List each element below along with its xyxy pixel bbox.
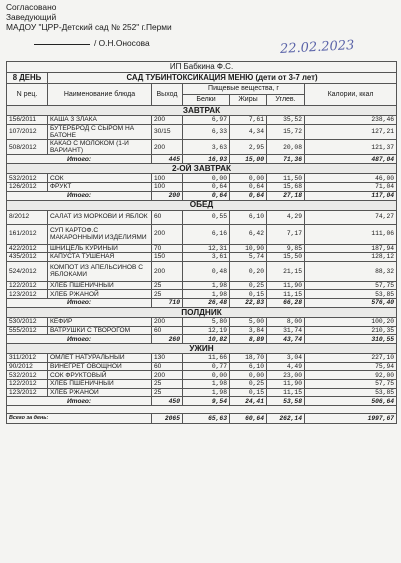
calorie-value: 187,94: [305, 244, 397, 253]
recipe-number: 90/2012: [7, 362, 48, 371]
section-row: [7, 164, 397, 174]
fat-value: 0,00: [230, 371, 267, 380]
table-row: [7, 290, 397, 299]
dish-name: КАКАО С МОЛОКОМ (1-Й ВАРИАНТ): [48, 140, 152, 155]
dish-name: СОК ФРУКТОВЫЙ: [48, 371, 152, 380]
carb-value: 4,49: [267, 362, 305, 371]
calorie-value: 53,85: [305, 388, 397, 397]
total-row: [7, 298, 397, 307]
protein-value: 0,77: [183, 362, 230, 371]
total-label: Итого:: [7, 397, 152, 406]
carb-value: 11,50: [267, 174, 305, 183]
carb-value: 11,90: [267, 379, 305, 388]
total-row: [7, 155, 397, 164]
total-fat: 15,00: [230, 155, 267, 164]
menu-title: САД ТУБИНТОКСИКАЦИЯ МЕНЮ (дети от 3-7 лет): [48, 73, 397, 84]
portion-output: 100: [152, 174, 183, 183]
total-row: [7, 335, 397, 344]
section-row: [7, 200, 397, 210]
protein-value: 0,48: [183, 261, 230, 281]
dish-name: КОМПОТ ИЗ АПЕЛЬСИНОВ С ЯБЛОКАМИ: [48, 261, 152, 281]
total-protein: 0,64: [183, 191, 230, 200]
table-row: [7, 354, 397, 363]
recipe-number: 8/2012: [7, 210, 48, 224]
col-nutr-header: Пищевые вещества, г: [183, 84, 305, 95]
portion-output: 200: [152, 140, 183, 155]
carb-value: 15,50: [267, 253, 305, 262]
portion-output: 25: [152, 379, 183, 388]
dish-name: КАПУСТА ТУШЕНАЯ: [48, 253, 152, 262]
calorie-value: 111,06: [305, 224, 397, 244]
table-row: [7, 317, 397, 326]
total-label: Итого:: [7, 335, 152, 344]
grand-total-calories: 1997,67: [305, 414, 397, 424]
dish-name: ВИНЕГРЕТ ОВОЩНОЙ: [48, 362, 152, 371]
portion-output: 60: [152, 210, 183, 224]
approval-line-1: Согласовано: [6, 2, 57, 12]
carb-value: 31,74: [267, 326, 305, 335]
portion-output: 130: [152, 354, 183, 363]
dish-name: ФРУКТ: [48, 183, 152, 192]
portion-output: 100: [152, 183, 183, 192]
total-carb: 71,36: [267, 155, 305, 164]
carb-value: 11,90: [267, 281, 305, 290]
recipe-number: 524/2012: [7, 261, 48, 281]
dish-name: ХЛЕБ ПШЕНИЧНЫЙ: [48, 379, 152, 388]
calorie-value: 88,32: [305, 261, 397, 281]
total-output: 450: [152, 397, 183, 406]
header-row-1: [7, 84, 397, 95]
protein-value: 0,00: [183, 174, 230, 183]
recipe-number: 161/2012: [7, 224, 48, 244]
protein-value: 12,31: [183, 244, 230, 253]
dish-name: САЛАТ ИЗ МОРКОВИ И ЯБЛОК: [48, 210, 152, 224]
table-row: [7, 362, 397, 371]
recipe-number: 123/2012: [7, 388, 48, 397]
protein-value: 1,98: [183, 290, 230, 299]
section-title: ОБЕД: [7, 200, 397, 210]
grand-total-output: 2065: [152, 414, 183, 424]
grand-total-label: Всего за день:: [7, 414, 152, 424]
col-p-header: Белки: [183, 95, 230, 106]
fat-value: 5,74: [230, 253, 267, 262]
portion-output: 70: [152, 244, 183, 253]
dish-name: БУТЕРБРОД С СЫРОМ НА БАТОНЕ: [48, 124, 152, 139]
recipe-number: 508/2012: [7, 140, 48, 155]
total-carb: 27,18: [267, 191, 305, 200]
calorie-value: 128,12: [305, 253, 397, 262]
signer-name: / О.Н.Оносова: [94, 38, 150, 48]
recipe-number: 422/2012: [7, 244, 48, 253]
calorie-value: 71,04: [305, 183, 397, 192]
col-rec-header: N рец.: [7, 84, 48, 106]
table-row: [7, 174, 397, 183]
protein-value: 0,64: [183, 183, 230, 192]
carb-value: 8,00: [267, 317, 305, 326]
total-row: [7, 397, 397, 406]
total-fat: 24,41: [230, 397, 267, 406]
fat-value: 4,34: [230, 124, 267, 139]
table-row: [7, 371, 397, 380]
dish-name: ШНИЦЕЛЬ КУРИНЫЙ: [48, 244, 152, 253]
grand-total-row: [7, 414, 397, 424]
protein-value: 3,63: [183, 140, 230, 155]
total-output: 260: [152, 335, 183, 344]
dish-name: ХЛЕБ ПШЕНИЧНЫЙ: [48, 281, 152, 290]
protein-value: 6,33: [183, 124, 230, 139]
protein-value: 0,00: [183, 371, 230, 380]
fat-value: 0,15: [230, 388, 267, 397]
portion-output: 200: [152, 317, 183, 326]
approval-block: [6, 3, 172, 33]
section-row: [7, 307, 397, 317]
total-calories: 310,55: [305, 335, 397, 344]
total-output: 710: [152, 298, 183, 307]
protein-value: 0,55: [183, 210, 230, 224]
total-protein: 16,93: [183, 155, 230, 164]
fat-value: 3,84: [230, 326, 267, 335]
total-protein: 26,48: [183, 298, 230, 307]
handwritten-date: 22.02.2023: [279, 38, 355, 57]
portion-output: 200: [152, 224, 183, 244]
recipe-number: 126/2012: [7, 183, 48, 192]
fat-value: 5,00: [230, 317, 267, 326]
table-row: [7, 124, 397, 139]
total-carb: 53,58: [267, 397, 305, 406]
total-calories: 117,04: [305, 191, 397, 200]
recipe-number: 530/2012: [7, 317, 48, 326]
total-label: Итого:: [7, 155, 152, 164]
portion-output: 25: [152, 281, 183, 290]
recipe-number: 435/2012: [7, 253, 48, 262]
org-row: [7, 62, 397, 73]
section-row: [7, 344, 397, 354]
calorie-value: 92,00: [305, 371, 397, 380]
protein-value: 12,19: [183, 326, 230, 335]
table-row: [7, 140, 397, 155]
portion-output: 60: [152, 362, 183, 371]
section-row: [7, 106, 397, 116]
recipe-number: 532/2012: [7, 371, 48, 380]
total-calories: 576,40: [305, 298, 397, 307]
total-calories: 487,04: [305, 155, 397, 164]
total-fat: 8,89: [230, 335, 267, 344]
protein-value: 6,16: [183, 224, 230, 244]
dish-name: ВАТРУШКИ С ТВОРОГОМ: [48, 326, 152, 335]
spacer-cell: [7, 406, 397, 414]
calorie-value: 57,75: [305, 281, 397, 290]
table-row: [7, 183, 397, 192]
total-label: Итого:: [7, 298, 152, 307]
protein-value: 1,98: [183, 281, 230, 290]
calorie-value: 127,21: [305, 124, 397, 139]
title-row: [7, 73, 397, 84]
total-protein: 10,82: [183, 335, 230, 344]
total-label: Итого:: [7, 191, 152, 200]
approval-line-2: Заведующий: [6, 11, 57, 22]
calorie-value: 238,46: [305, 116, 397, 125]
carb-value: 3,04: [267, 354, 305, 363]
fat-value: 0,00: [230, 174, 267, 183]
carb-value: 11,15: [267, 388, 305, 397]
col-cal-header: Калории, ккал: [305, 84, 397, 106]
recipe-number: 123/2012: [7, 290, 48, 299]
approval-line-3: МАДОУ "ЦРР-Детский сад № 252" г.Перми: [6, 21, 172, 32]
menu-table: [6, 61, 397, 424]
protein-value: 3,61: [183, 253, 230, 262]
carb-value: 21,15: [267, 261, 305, 281]
total-fat: 22,83: [230, 298, 267, 307]
table-row: [7, 244, 397, 253]
dish-name: КЕФИР: [48, 317, 152, 326]
dish-name: ОМЛЕТ НАТУРАЛЬНЫЙ: [48, 354, 152, 363]
carb-value: 7,17: [267, 224, 305, 244]
total-output: 200: [152, 191, 183, 200]
protein-value: 1,98: [183, 388, 230, 397]
fat-value: 0,20: [230, 261, 267, 281]
fat-value: 6,10: [230, 210, 267, 224]
table-row: [7, 388, 397, 397]
calorie-value: 210,35: [305, 326, 397, 335]
table-row: [7, 379, 397, 388]
calorie-value: 100,20: [305, 317, 397, 326]
calorie-value: 53,85: [305, 290, 397, 299]
table-row: [7, 253, 397, 262]
spacer-row: [7, 406, 397, 414]
table-row: [7, 210, 397, 224]
carb-value: 11,15: [267, 290, 305, 299]
portion-output: 200: [152, 116, 183, 125]
col-name-header: Наименование блюда: [48, 84, 152, 106]
recipe-number: 532/2012: [7, 174, 48, 183]
carb-value: 15,68: [267, 183, 305, 192]
carb-value: 23,00: [267, 371, 305, 380]
fat-value: 0,25: [230, 281, 267, 290]
table-row: [7, 281, 397, 290]
col-f-header: Жиры: [230, 95, 267, 106]
portion-output: 30/15: [152, 124, 183, 139]
portion-output: 150: [152, 253, 183, 262]
dish-name: СОК: [48, 174, 152, 183]
portion-output: 25: [152, 290, 183, 299]
total-calories: 506,64: [305, 397, 397, 406]
calorie-value: 46,00: [305, 174, 397, 183]
recipe-number: 122/2012: [7, 281, 48, 290]
fat-value: 6,42: [230, 224, 267, 244]
calorie-value: 57,75: [305, 379, 397, 388]
dish-name: КАША 3 ЗЛАКА: [48, 116, 152, 125]
fat-value: 2,95: [230, 140, 267, 155]
total-carb: 66,28: [267, 298, 305, 307]
table-row: [7, 116, 397, 125]
carb-value: 4,29: [267, 210, 305, 224]
grand-total-protein: 65,63: [183, 414, 230, 424]
protein-value: 6,97: [183, 116, 230, 125]
section-title: УЖИН: [7, 344, 397, 354]
fat-value: 0,64: [230, 183, 267, 192]
fat-value: 0,25: [230, 379, 267, 388]
signature-line: [34, 44, 90, 45]
calorie-value: 121,37: [305, 140, 397, 155]
carb-value: 20,08: [267, 140, 305, 155]
total-output: 445: [152, 155, 183, 164]
total-carb: 43,74: [267, 335, 305, 344]
protein-value: 5,80: [183, 317, 230, 326]
carb-value: 35,52: [267, 116, 305, 125]
total-fat: 0,64: [230, 191, 267, 200]
grand-total-carb: 262,14: [267, 414, 305, 424]
calorie-value: 75,94: [305, 362, 397, 371]
recipe-number: 311/2012: [7, 354, 48, 363]
day-label: 8 ДЕНЬ: [7, 73, 48, 84]
total-protein: 9,54: [183, 397, 230, 406]
section-title: 2-ОЙ ЗАВТРАК: [7, 164, 397, 174]
protein-value: 1,98: [183, 379, 230, 388]
recipe-number: 156/2011: [7, 116, 48, 125]
carb-value: 9,85: [267, 244, 305, 253]
protein-value: 11,66: [183, 354, 230, 363]
portion-output: 200: [152, 371, 183, 380]
dish-name: ХЛЕБ РЖАНОЙ: [48, 290, 152, 299]
calorie-value: 74,27: [305, 210, 397, 224]
recipe-number: 122/2012: [7, 379, 48, 388]
section-title: ПОЛДНИК: [7, 307, 397, 317]
recipe-number: 107/2012: [7, 124, 48, 139]
grand-total-fat: 60,64: [230, 414, 267, 424]
dish-name: СУП КАРТОФ.С МАКАРОННЫМИ ИЗДЕЛИЯМИ: [48, 224, 152, 244]
col-out-header: Выход: [152, 84, 183, 106]
section-title: ЗАВТРАК: [7, 106, 397, 116]
carb-value: 15,72: [267, 124, 305, 139]
portion-output: 25: [152, 388, 183, 397]
fat-value: 0,15: [230, 290, 267, 299]
table-row: [7, 224, 397, 244]
fat-value: 6,10: [230, 362, 267, 371]
col-c-header: Углев.: [267, 95, 305, 106]
recipe-number: 555/2012: [7, 326, 48, 335]
org-name: ИП Бабкина Ф.С.: [7, 62, 397, 73]
dish-name: ХЛЕБ РЖАНОЙ: [48, 388, 152, 397]
table-row: [7, 326, 397, 335]
portion-output: 60: [152, 326, 183, 335]
fat-value: 18,70: [230, 354, 267, 363]
calorie-value: 227,10: [305, 354, 397, 363]
table-row: [7, 261, 397, 281]
fat-value: 10,90: [230, 244, 267, 253]
total-row: [7, 191, 397, 200]
fat-value: 7,61: [230, 116, 267, 125]
portion-output: 200: [152, 261, 183, 281]
